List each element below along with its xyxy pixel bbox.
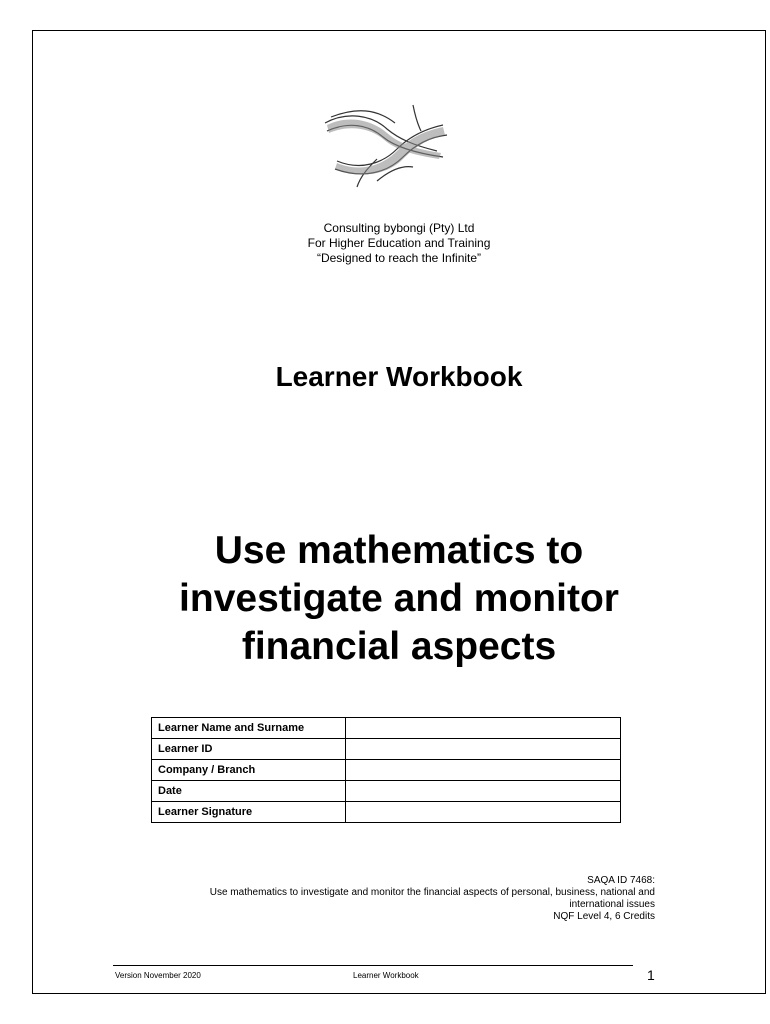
organisation-block [33,221,765,266]
table-row [152,718,621,739]
saqa-level: NQF Level 4, 6 Credits [553,911,655,922]
row-value[interactable] [346,739,621,760]
row-value[interactable] [346,718,621,739]
table-row [152,760,621,781]
intertwined-hands-logo-icon [317,101,453,191]
document-title [73,527,725,671]
page-footer [113,965,633,986]
title-line: investigate and monitor [179,577,619,620]
row-value[interactable] [346,781,621,802]
row-label: Learner ID [152,739,346,760]
row-label: Learner Signature [152,802,346,823]
footer-label: Learner Workbook [353,971,419,980]
table-row [152,802,621,823]
saqa-id: SAQA ID 7468: [587,875,655,886]
document-page [32,30,766,994]
organisation-tagline: For Higher Education and Training [307,236,491,250]
row-value[interactable] [346,802,621,823]
row-label: Date [152,781,346,802]
saqa-description: Use mathematics to investigate and monitor the financial aspects of personal, business, national and [209,887,655,898]
saqa-description-cont: international issues [569,899,655,910]
table-row [152,739,621,760]
learner-details-table [151,717,621,823]
row-label: Company / Branch [152,760,346,781]
saqa-info [95,875,655,923]
table-row [152,781,621,802]
document-type-heading: Learner Workbook [275,361,523,392]
row-value[interactable] [346,760,621,781]
organisation-name: Consulting bybongi (Pty) Ltd [323,221,475,235]
title-line: Use mathematics to [214,529,584,572]
footer-version: Version November 2020 [115,971,201,980]
row-label: Learner Name and Surname [152,718,346,739]
title-line: financial aspects [241,625,557,668]
page-number: 1 [647,967,655,983]
organisation-motto: “Designed to reach the Infinite” [316,251,482,265]
